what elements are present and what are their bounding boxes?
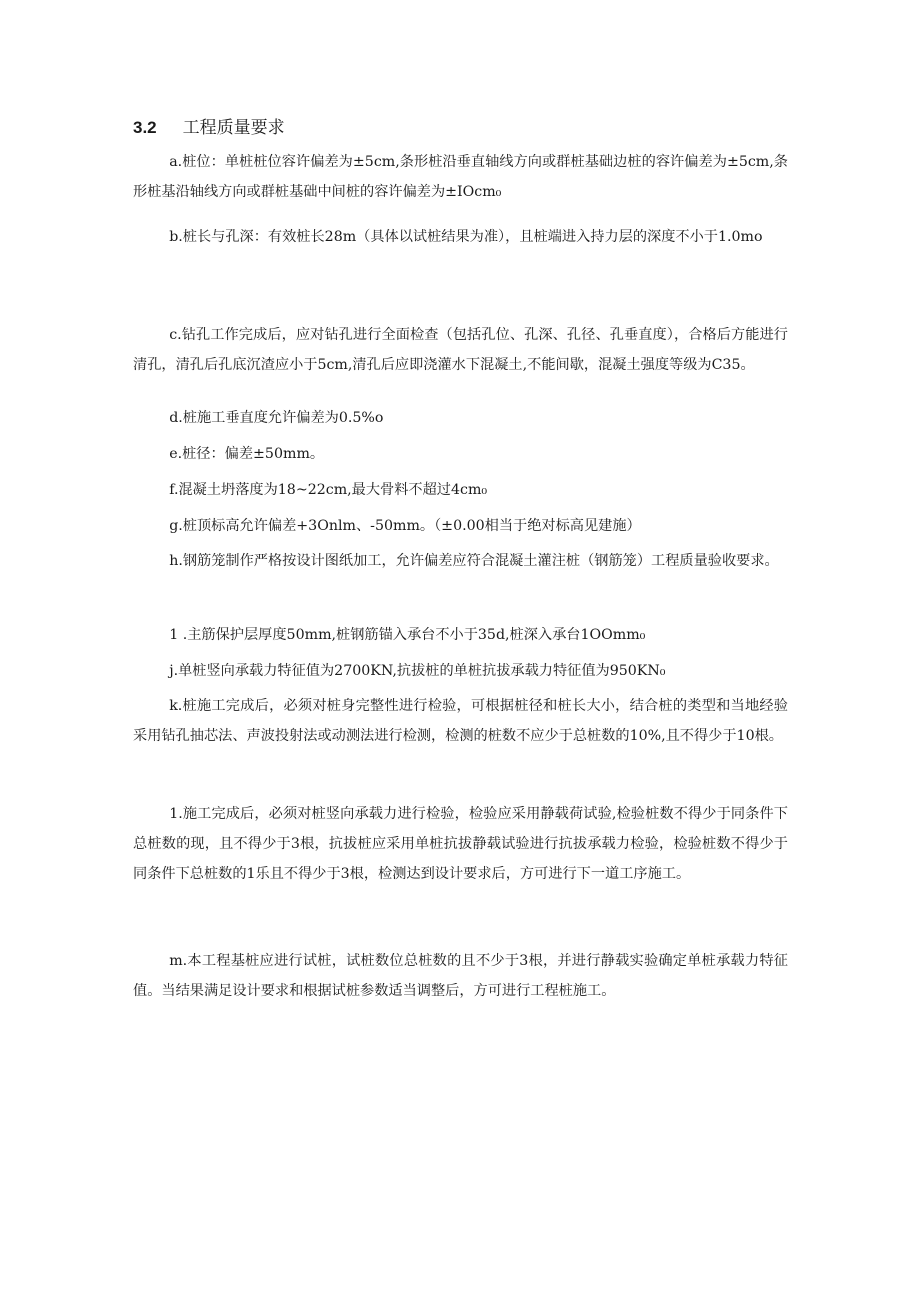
item-a-pile-position: a.桩位：单桩桩位容许偏差为±5cm,条形桩沿垂直轴线方向或群桩基础边桩的容许偏差为±5cm,条形桩基沿轴线方向或群桩基础中间桩的容许偏差为±IOcm₀ xyxy=(133,154,788,200)
item-m-test-piles: m.本工程基桩应进行试桩，试桩数位总桩数的且不少于3根，并进行静载实验确定单桩承载力特征值。当结果满足设计要求和根据试桩参数适当调整后，方可进行工程桩施工。 xyxy=(133,953,788,999)
item-f-slump: f.混凝土坍落度为18~22cm,最大骨料不超过4cm₀ xyxy=(169,482,488,498)
item-k-integrity-test: k.桩施工完成后，必须对桩身完整性进行检验，可根据桩径和桩长大小，结合桩的类型和当地经验采用钻孔抽芯法、声波投射法或动测法进行检测，检测的桩数不应少于总桩数的10%,且不得少于10根。 xyxy=(133,698,788,744)
item-l-load-test: 1.施工完成后，必须对桩竖向承载力进行检验，检验应采用静载荷试验,检验桩数不得少于同条件下总桩数的现，且不得少于3根，抗拔桩应采用单桩抗拔静载试验进行抗拔承载力检验，检验桩数不得少于同条件下总桩数的1乐且不得少于3根，检测达到设计要求后，方可进行下一道工序施工。 xyxy=(133,806,788,882)
item-e-diameter: e.桩径：偏差±50mm。 xyxy=(169,446,325,462)
item-d-verticality: d.桩施工垂直度允许偏差为0.5%o xyxy=(169,410,384,426)
item-j-bearing-capacity: j.单桩竖向承载力特征值为2700KN,抗拔桩的单桩抗拔承载力特征值为950KN₀ xyxy=(169,663,666,679)
section-title: 工程质量要求 xyxy=(182,118,285,138)
item-i-cover-thickness: 1 .主筋保护层厚度50mm,桩钢筋锚入承台不小于35d,桩深入承台1OOmm₀ xyxy=(169,627,646,643)
item-c-hole-inspection: c.钻孔工作完成后，应对钻孔进行全面检查（包括孔位、孔深、孔径、孔垂直度），合格后方能进行清孔，清孔后孔底沉渣应小于5cm,清孔后应即浇灌水下混凝土,不能间歇，混凝土强度等级为C35。 xyxy=(133,327,788,373)
item-b-pile-length: b.桩长与孔深：有效桩长28m（具体以试桩结果为准），且桩端进入持力层的深度不小于1.0mo xyxy=(169,229,763,245)
section-number: 3.2 xyxy=(133,118,157,137)
item-h-rebar-cage: h.钢筋笼制作严格按设计图纸加工，允许偏差应符合混凝土灌注桩（钢筋笼）工程质量验收要求。 xyxy=(169,553,779,569)
section-heading xyxy=(133,116,285,140)
item-g-elevation: g.桩顶标高允许偏差+3Onlm、-50mm。（±0.00相当于绝对标高见建施） xyxy=(169,518,641,534)
